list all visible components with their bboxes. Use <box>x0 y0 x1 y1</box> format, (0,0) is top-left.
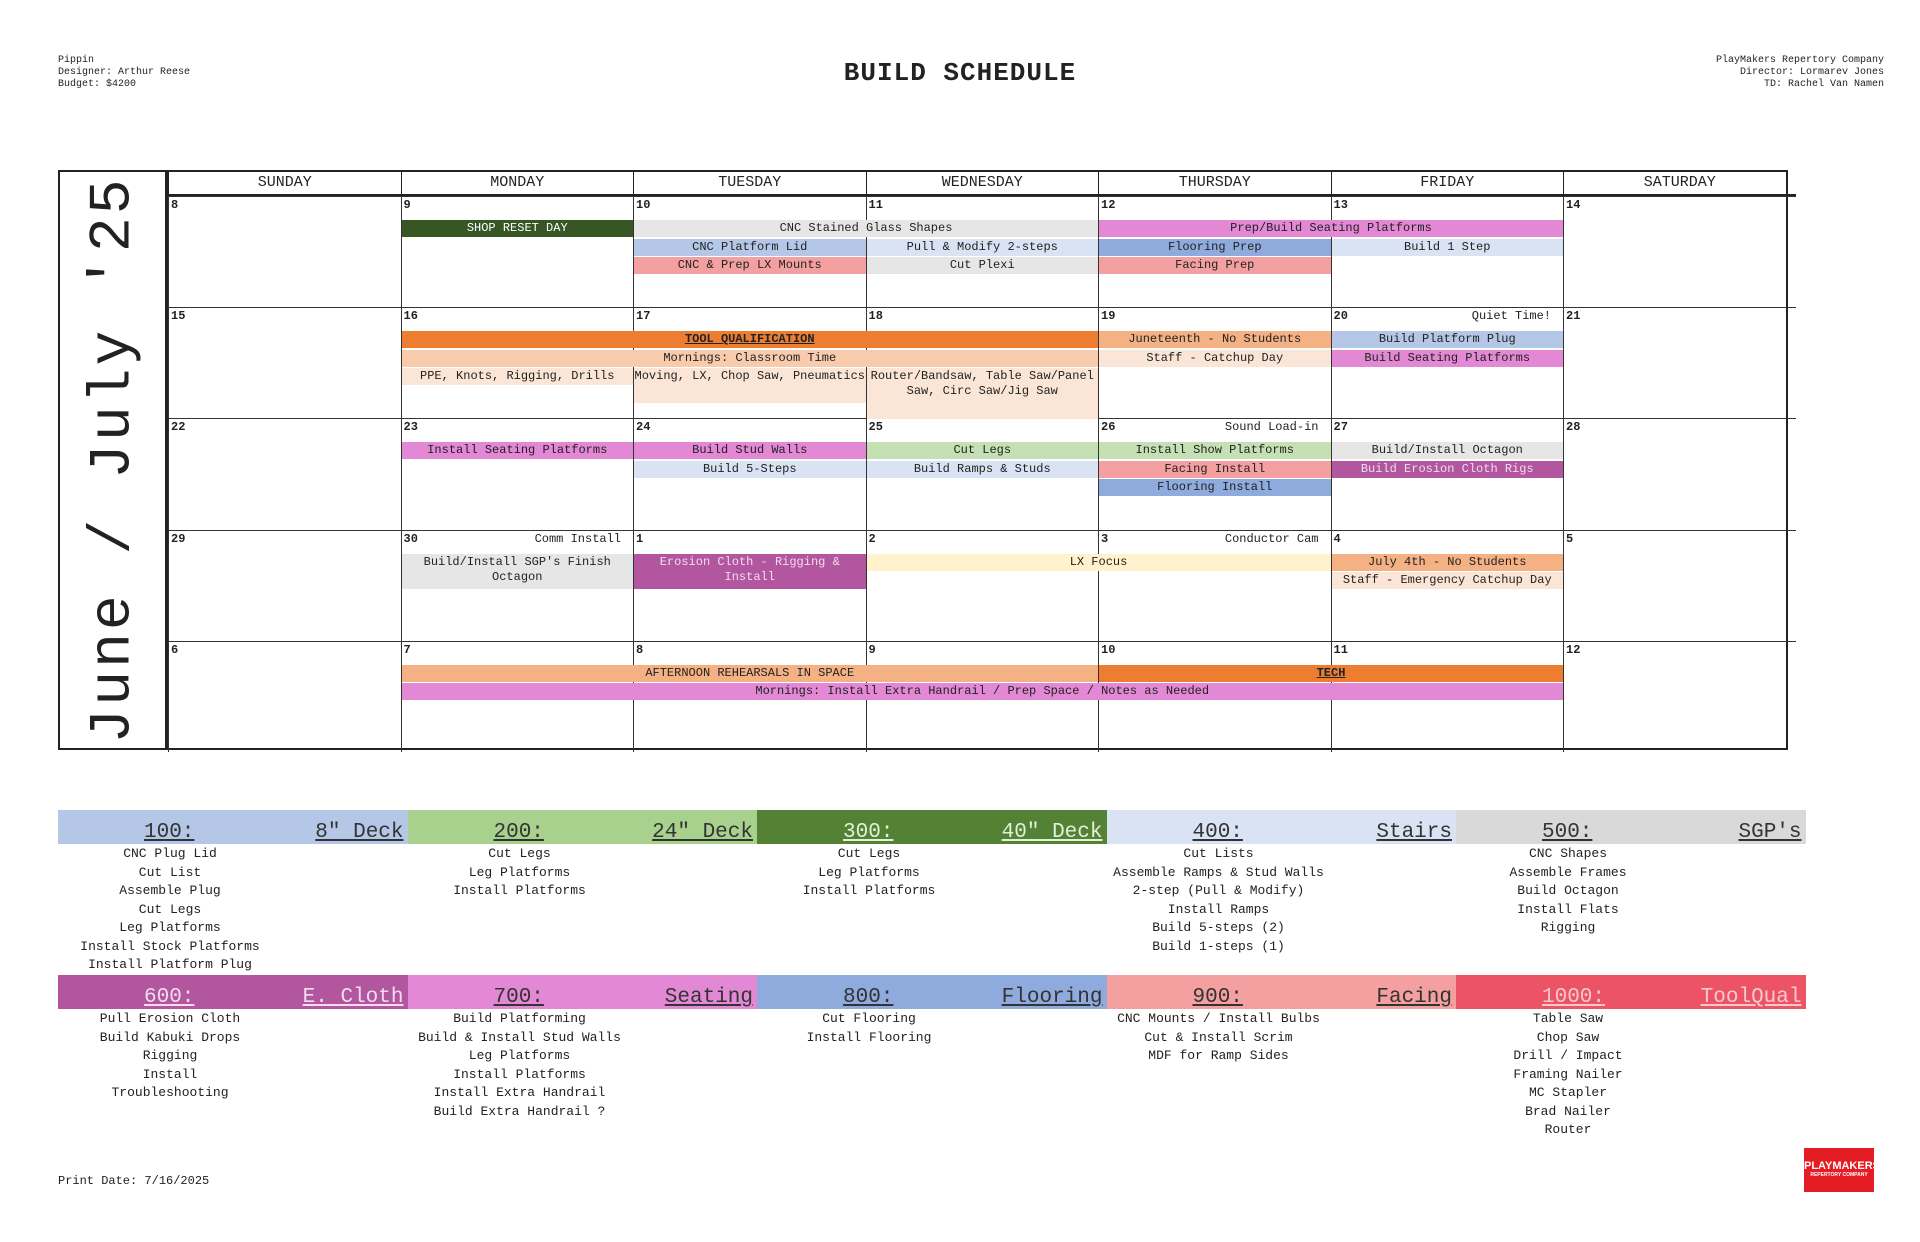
event-label: Pull & Modify 2-steps <box>906 239 1058 254</box>
event-label: PPE, Knots, Rigging, Drills <box>420 369 615 384</box>
legend-task: MDF for Ramp Sides <box>1148 1048 1289 1063</box>
schedule-event[interactable] <box>1099 350 1331 367</box>
schedule-event[interactable] <box>1332 350 1564 367</box>
legend-code: 200: <box>493 821 544 844</box>
legend-task: Drill / Impact <box>1513 1048 1623 1063</box>
legend-task: Install Platforms <box>453 1066 586 1082</box>
cell-note: Sound Load-in <box>1224 420 1319 435</box>
day-number: 6 <box>171 642 179 657</box>
legend-task: Cut & Install Scrim <box>1144 1029 1293 1045</box>
company-name: PlayMakers Repertory Company <box>1715 55 1884 66</box>
legend-task: Assemble Ramps & Stud Walls <box>1113 864 1324 880</box>
calendar-day-cell <box>168 307 401 418</box>
schedule-event[interactable] <box>634 554 866 589</box>
legend-task-list <box>1107 845 1331 956</box>
calendar-day-cell <box>168 418 401 529</box>
day-number: 26 <box>1101 420 1116 435</box>
schedule-event[interactable] <box>1099 479 1331 496</box>
legend-department-header <box>1107 975 1457 1009</box>
event-label: CNC Stained Glass Shapes <box>779 221 953 235</box>
legend-task-list <box>408 1010 632 1121</box>
schedule-event[interactable] <box>634 220 1098 237</box>
schedule-event[interactable] <box>402 331 1099 348</box>
calendar-day-cell <box>168 641 401 752</box>
legend-code: 700: <box>493 986 544 1009</box>
event-label: CNC & Prep LX Mounts <box>677 258 822 272</box>
day-number: 28 <box>1566 420 1581 435</box>
event-label: Mornings: Install Extra Handrail / Prep Space / Notes as Needed <box>755 684 1210 699</box>
day-number: 1 <box>636 531 644 546</box>
legend-task-list <box>408 845 632 901</box>
day-number: 12 <box>1101 198 1116 212</box>
day-number: 18 <box>868 309 883 324</box>
schedule-event[interactable] <box>1332 461 1564 478</box>
schedule-event[interactable] <box>867 554 1331 571</box>
event-label: July 4th - No Students <box>1368 554 1527 569</box>
day-number: 24 <box>636 420 651 435</box>
technical-director: TD: Rachel Van Namen <box>1763 79 1884 90</box>
event-label: Build Seating Platforms <box>1364 350 1531 365</box>
legend-code: 600: <box>144 986 195 1009</box>
legend-task: Cut Legs <box>488 846 551 861</box>
event-label: Juneteenth - No Students <box>1128 332 1302 347</box>
day-header-friday: FRIDAY <box>1331 172 1564 196</box>
designer: Designer: Arthur Reese <box>58 67 191 78</box>
day-number: 2 <box>868 531 876 546</box>
day-number: 27 <box>1333 420 1348 435</box>
legend-task: MC Stapler <box>1528 1085 1607 1100</box>
legend-task-list <box>1456 845 1680 938</box>
day-number: 23 <box>403 420 418 435</box>
legend-code: 1000: <box>1542 986 1606 1009</box>
legend-task: Install Platforms <box>453 883 586 898</box>
event-label: Install Show Platforms <box>1135 443 1294 458</box>
legend-code: 900: <box>1192 986 1243 1009</box>
cell-note: Conductor Cam <box>1224 531 1319 546</box>
legend-task: Cut List <box>138 864 202 880</box>
legend-task: Assemble Plug <box>119 883 221 898</box>
day-number: 25 <box>868 420 883 435</box>
schedule-event[interactable] <box>1332 239 1564 256</box>
legend-task: Rigging <box>1540 920 1596 935</box>
day-number: 10 <box>1101 642 1116 657</box>
day-number: 20 <box>1333 309 1348 324</box>
schedule-event[interactable] <box>402 554 634 589</box>
calendar-day-cell <box>168 196 401 307</box>
show-title: Pippin <box>58 55 95 66</box>
day-header-monday: MONDAY <box>401 172 634 196</box>
legend-task: Cut Legs <box>837 846 901 861</box>
legend-department-header <box>1456 810 1806 844</box>
legend-department-header <box>58 975 408 1009</box>
legend-code: 100: <box>144 821 195 844</box>
month-column <box>60 172 168 748</box>
legend-code: 300: <box>843 821 894 844</box>
schedule-event[interactable] <box>402 442 634 459</box>
director: Director: Lormarev Jones <box>1739 67 1884 78</box>
schedule-event[interactable] <box>1099 257 1331 274</box>
legend-name: Facing <box>1376 986 1452 1009</box>
legend-task: Build 5-steps (2) <box>1152 920 1285 935</box>
event-label: AFTERNOON REHEARSALS IN SPACE <box>645 665 855 680</box>
legend-task: Brad Nailer <box>1525 1103 1611 1119</box>
legend-task: Assemble Frames <box>1509 864 1627 880</box>
legend-task: Cut Legs <box>138 901 202 917</box>
schedule-event[interactable] <box>634 368 866 403</box>
legend-name: Stairs <box>1376 821 1452 844</box>
event-label: Build/Install SGP's Finish Octagon <box>423 554 611 584</box>
day-number: 16 <box>403 309 418 324</box>
schedule-event[interactable] <box>1332 331 1564 348</box>
calendar-day-cell <box>168 530 401 641</box>
legend-task: Build Octagon <box>1517 883 1619 898</box>
day-number: 22 <box>171 420 186 435</box>
legend-task: CNC Mounts / Install Bulbs <box>1117 1011 1320 1026</box>
day-number: 17 <box>636 309 651 324</box>
event-label: Prep/Build Seating Platforms <box>1230 221 1432 235</box>
legend-department-header <box>408 810 758 844</box>
day-number: 9 <box>403 198 411 212</box>
schedule-event[interactable] <box>634 442 866 459</box>
calendar-day-cell <box>401 418 634 529</box>
event-label: Flooring Prep <box>1167 239 1262 254</box>
print-date: Print Date: 7/16/2025 <box>58 1174 210 1188</box>
day-number: 8 <box>171 198 179 212</box>
day-header-wednesday: WEDNESDAY <box>866 172 1099 196</box>
event-label: Build/Install Octagon <box>1371 443 1523 458</box>
calendar-day-cell <box>1563 418 1796 529</box>
schedule-event[interactable] <box>1099 442 1331 459</box>
schedule-event[interactable] <box>402 368 634 385</box>
legend-department-header <box>757 975 1107 1009</box>
schedule-event[interactable] <box>867 239 1099 256</box>
legend-task: Troubleshooting <box>111 1085 229 1100</box>
day-number: 8 <box>636 642 644 657</box>
calendar-day-cell <box>1563 530 1796 641</box>
legend-department-header <box>58 810 408 844</box>
event-label: Build 1 Step <box>1404 239 1491 254</box>
day-number: 4 <box>1333 531 1341 546</box>
day-number: 3 <box>1101 531 1109 546</box>
day-number: 15 <box>171 309 186 324</box>
schedule-event[interactable] <box>634 257 866 274</box>
event-label: Facing Install <box>1164 461 1266 476</box>
event-label: SHOP RESET DAY <box>466 221 568 235</box>
day-number: 7 <box>403 642 411 657</box>
legend-task: Install Flats <box>1517 901 1619 917</box>
day-number: 5 <box>1566 531 1574 546</box>
company-info <box>1716 55 1884 91</box>
schedule-event[interactable] <box>634 461 866 478</box>
schedule-event[interactable] <box>1099 461 1331 478</box>
schedule-event[interactable] <box>1099 239 1331 256</box>
legend-task: CNC Plug Lid <box>123 846 217 861</box>
calendar-day-cell <box>1563 196 1796 307</box>
legend-department-header <box>757 810 1107 844</box>
schedule-event[interactable] <box>1332 572 1564 589</box>
schedule-event[interactable] <box>867 461 1099 478</box>
event-label: Flooring Install <box>1157 480 1273 495</box>
schedule-event[interactable] <box>1099 220 1563 237</box>
schedule-event[interactable] <box>634 239 866 256</box>
schedule-event[interactable] <box>402 220 634 237</box>
legend-task: Rigging <box>142 1048 198 1063</box>
legend-task-list <box>757 1010 981 1047</box>
legend-name: Seating <box>664 986 753 1009</box>
day-number: 30 <box>403 531 418 546</box>
schedule-event[interactable] <box>1332 442 1564 459</box>
day-number: 14 <box>1566 198 1581 212</box>
legend-task-list <box>757 845 981 901</box>
legend-task: CNC Shapes <box>1528 846 1607 861</box>
schedule-event[interactable] <box>402 665 1099 682</box>
month-label: June / July '25 <box>81 176 147 744</box>
page-title: BUILD SCHEDULE <box>843 58 1077 88</box>
legend-task: Build 1-steps (1) <box>1152 938 1285 954</box>
legend-task: Build Kabuki Drops <box>99 1029 241 1045</box>
legend-task: Leg Platforms <box>468 1048 571 1063</box>
event-label: Cut Plexi <box>949 258 1015 272</box>
cell-note: Comm Install <box>534 531 621 546</box>
legend-task-list <box>1107 1010 1331 1066</box>
event-label: Staff - Emergency Catchup Day <box>1342 573 1552 588</box>
day-header-thursday: THURSDAY <box>1098 172 1331 196</box>
day-number: 21 <box>1566 309 1581 324</box>
day-number: 29 <box>171 531 186 546</box>
schedule-event[interactable] <box>867 257 1099 274</box>
legend-name: SGP's <box>1738 821 1802 844</box>
legend-name: 24" Deck <box>652 821 753 844</box>
legend-task: Build Extra Handrail ? <box>433 1103 606 1119</box>
schedule-event[interactable] <box>867 442 1099 459</box>
legend-task: Framing Nailer <box>1513 1066 1623 1082</box>
event-label: Moving, LX, Chop Saw, Pneumatics <box>634 369 865 384</box>
schedule-event[interactable] <box>402 683 1564 700</box>
legend-name: 8" Deck <box>315 821 404 844</box>
event-label: Build 5-Steps <box>702 461 797 476</box>
legend-task: Cut Lists <box>1183 846 1254 861</box>
legend-department-header <box>408 975 758 1009</box>
legend-task: Build Platforming <box>453 1011 586 1026</box>
legend-code: 400: <box>1192 821 1243 844</box>
event-label: CNC Platform Lid <box>692 239 808 254</box>
event-label: Build Erosion Cloth Rigs <box>1360 461 1534 476</box>
event-label: Facing Prep <box>1175 258 1255 272</box>
legend-task-list <box>58 1010 282 1103</box>
day-header-tuesday: TUESDAY <box>633 172 866 196</box>
legend-department-header <box>1456 975 1806 1009</box>
legend-task: Router <box>1544 1122 1592 1137</box>
calendar-day-cell <box>866 530 1099 641</box>
legend-task: Cut Flooring <box>822 1011 916 1026</box>
schedule-event[interactable] <box>402 350 1099 367</box>
day-number: 13 <box>1333 198 1348 212</box>
legend-task: Table Saw <box>1532 1011 1604 1026</box>
event-label: LX Focus <box>1069 554 1128 569</box>
legend-name: E. Cloth <box>302 986 404 1009</box>
event-label: TOOL QUALIFICATION <box>684 332 815 347</box>
legend-department-header <box>1107 810 1457 844</box>
legend-task: Leg Platforms <box>119 920 221 935</box>
schedule-event[interactable] <box>867 368 1099 419</box>
calendar-day-cell <box>401 196 634 307</box>
legend-task-list <box>1456 1010 1680 1140</box>
calendar-day-cell <box>1098 530 1331 641</box>
legend-task: Install Stock Platforms <box>80 938 260 954</box>
event-label: Erosion Cloth - Rigging & Install <box>659 554 840 584</box>
event-label: Router/Bandsaw, Table Saw/Panel Saw, Circ Saw/Jig Saw <box>870 369 1094 399</box>
legend-task: Install <box>142 1066 198 1082</box>
event-label: Cut Legs <box>953 443 1012 458</box>
legend-task: Install Flooring <box>806 1029 932 1045</box>
legend-name: ToolQual <box>1700 986 1802 1009</box>
event-label: TECH <box>1316 665 1346 680</box>
legend-task: Install Platforms <box>802 883 936 898</box>
day-number: 9 <box>868 642 876 657</box>
event-label: Build Ramps & Studs <box>913 461 1051 476</box>
event-label: Build Stud Walls <box>692 443 808 458</box>
calendar-day-cell <box>1563 641 1796 752</box>
legend-task: Install Platform Plug <box>88 957 252 972</box>
legend-task: Leg Platforms <box>468 864 571 880</box>
event-label: Build Platform Plug <box>1378 332 1516 347</box>
legend-task: Leg Platforms <box>818 864 920 880</box>
cell-note: Quiet Time! <box>1471 309 1551 324</box>
day-header-saturday: SATURDAY <box>1563 172 1796 196</box>
legend-task: Chop Saw <box>1536 1029 1600 1045</box>
company-logo: PLAYMAKERS REPERTORY COMPANY <box>1804 1148 1874 1192</box>
event-label: Mornings: Classroom Time <box>663 350 837 365</box>
legend-code: 500: <box>1542 821 1593 844</box>
legend-task: Install Ramps <box>1167 901 1270 917</box>
day-number: 19 <box>1101 309 1116 324</box>
calendar-day-cell <box>1563 307 1796 418</box>
schedule-event[interactable] <box>1099 331 1331 348</box>
legend-task: 2-step (Pull & Modify) <box>1132 883 1305 898</box>
day-number: 10 <box>636 198 651 212</box>
day-header-sunday: SUNDAY <box>168 172 401 196</box>
schedule-event[interactable] <box>1332 554 1564 571</box>
day-number: 11 <box>1333 642 1348 657</box>
legend-task-list <box>58 845 282 975</box>
day-number: 11 <box>868 198 883 212</box>
legend-task: Install Extra Handrail <box>433 1085 606 1100</box>
legend-task: Build & Install Stud Walls <box>418 1029 621 1045</box>
calendar-grid <box>58 170 1788 750</box>
legend-name: Flooring <box>1001 986 1103 1009</box>
event-label: Install Seating Platforms <box>427 443 608 458</box>
legend-name: 40" Deck <box>1001 821 1103 844</box>
budget: Budget: $4200 <box>58 79 137 90</box>
legend-code: 800: <box>843 986 894 1009</box>
day-number: 12 <box>1566 642 1581 657</box>
schedule-event[interactable] <box>1099 665 1563 682</box>
event-label: Staff - Catchup Day <box>1146 350 1284 365</box>
legend-task: Pull Erosion Cloth <box>99 1011 241 1026</box>
